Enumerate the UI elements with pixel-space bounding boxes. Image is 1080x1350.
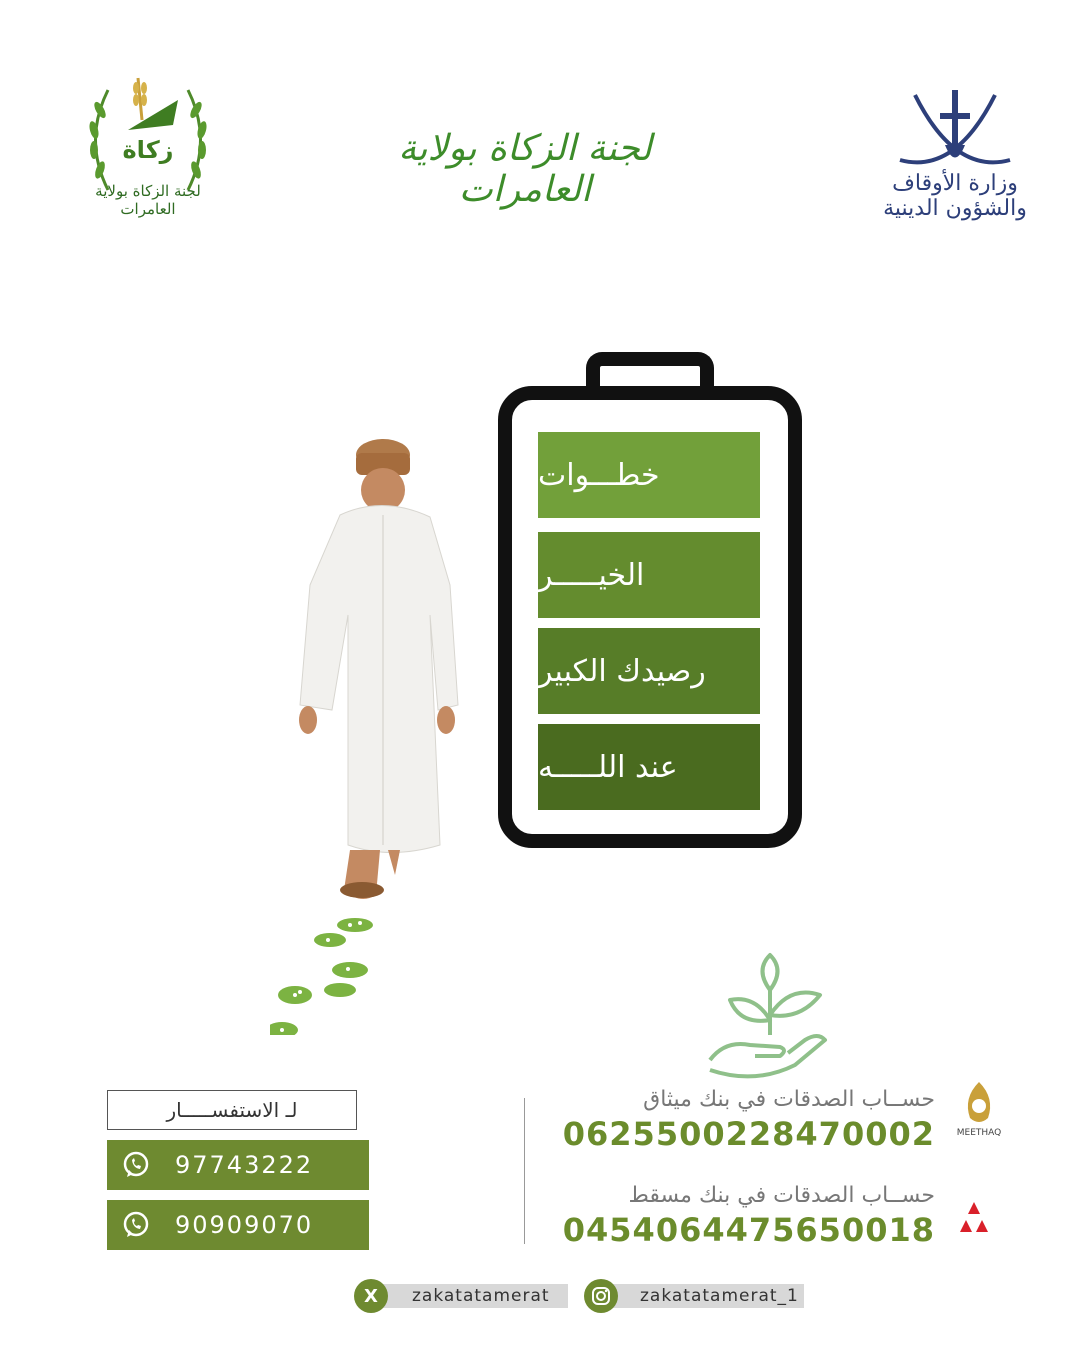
instagram-handle-bar[interactable]	[600, 1284, 804, 1308]
bank-muscat-icon	[952, 1198, 996, 1242]
phone-button-1[interactable]	[107, 1140, 369, 1190]
battery-cell-1: خطـــوات	[538, 432, 760, 518]
x-icon[interactable]: X	[354, 1279, 388, 1313]
wheat-wreath-icon	[78, 70, 218, 200]
zakat-committee-logo	[78, 70, 218, 220]
meethaq-account-label: حســاب الصدقات في بنك ميثاق	[643, 1087, 935, 1112]
battery-cell-4: عند اللـــــه	[538, 724, 760, 810]
phone-number-2: 90909070	[175, 1211, 314, 1239]
meethaq-bank-logo	[948, 1078, 1010, 1150]
vertical-divider	[524, 1098, 525, 1244]
phone-button-2[interactable]	[107, 1200, 369, 1250]
logo-caption: لجنة الزكاة بولاية العامرات	[95, 182, 201, 218]
inquiry-heading: لـ الاستفســـــار	[107, 1090, 357, 1130]
battery-cell-3: رصيدك الكبير	[538, 628, 760, 714]
ministry-caption: وزارة الأوقاف والشؤون الدينية	[883, 171, 1027, 221]
instagram-handle: zakatatamerat_1	[640, 1286, 799, 1306]
whatsapp-icon	[121, 1150, 151, 1180]
ministry-logo	[860, 85, 1050, 225]
instagram-icon[interactable]	[584, 1279, 618, 1313]
x-handle: zakatatamerat	[412, 1286, 550, 1306]
page-title: لجنة الزكاة بولاية العامرات	[398, 128, 652, 210]
khanjar-emblem-icon	[860, 85, 1050, 175]
x-handle-bar[interactable]	[372, 1284, 568, 1308]
man-walking-illustration	[270, 435, 470, 1035]
battery-cell-2: الخيـــــر	[538, 532, 760, 618]
logo-word: زكاة	[122, 136, 174, 164]
muscat-account-label: حســاب الصدقات في بنك مسقط	[628, 1183, 935, 1208]
plant-in-hand-icon	[700, 950, 840, 1090]
meethaq-account-number: 0625500228470002	[562, 1115, 935, 1153]
muscat-account-number: 0454064475650018	[562, 1211, 935, 1249]
meethaq-emblem-icon	[948, 1078, 1010, 1128]
bank-muscat-logo	[952, 1198, 996, 1242]
phone-number-1: 97743222	[175, 1151, 314, 1179]
whatsapp-icon	[121, 1210, 151, 1240]
meethaq-logo-text: MEETHAQ	[956, 1128, 1002, 1138]
